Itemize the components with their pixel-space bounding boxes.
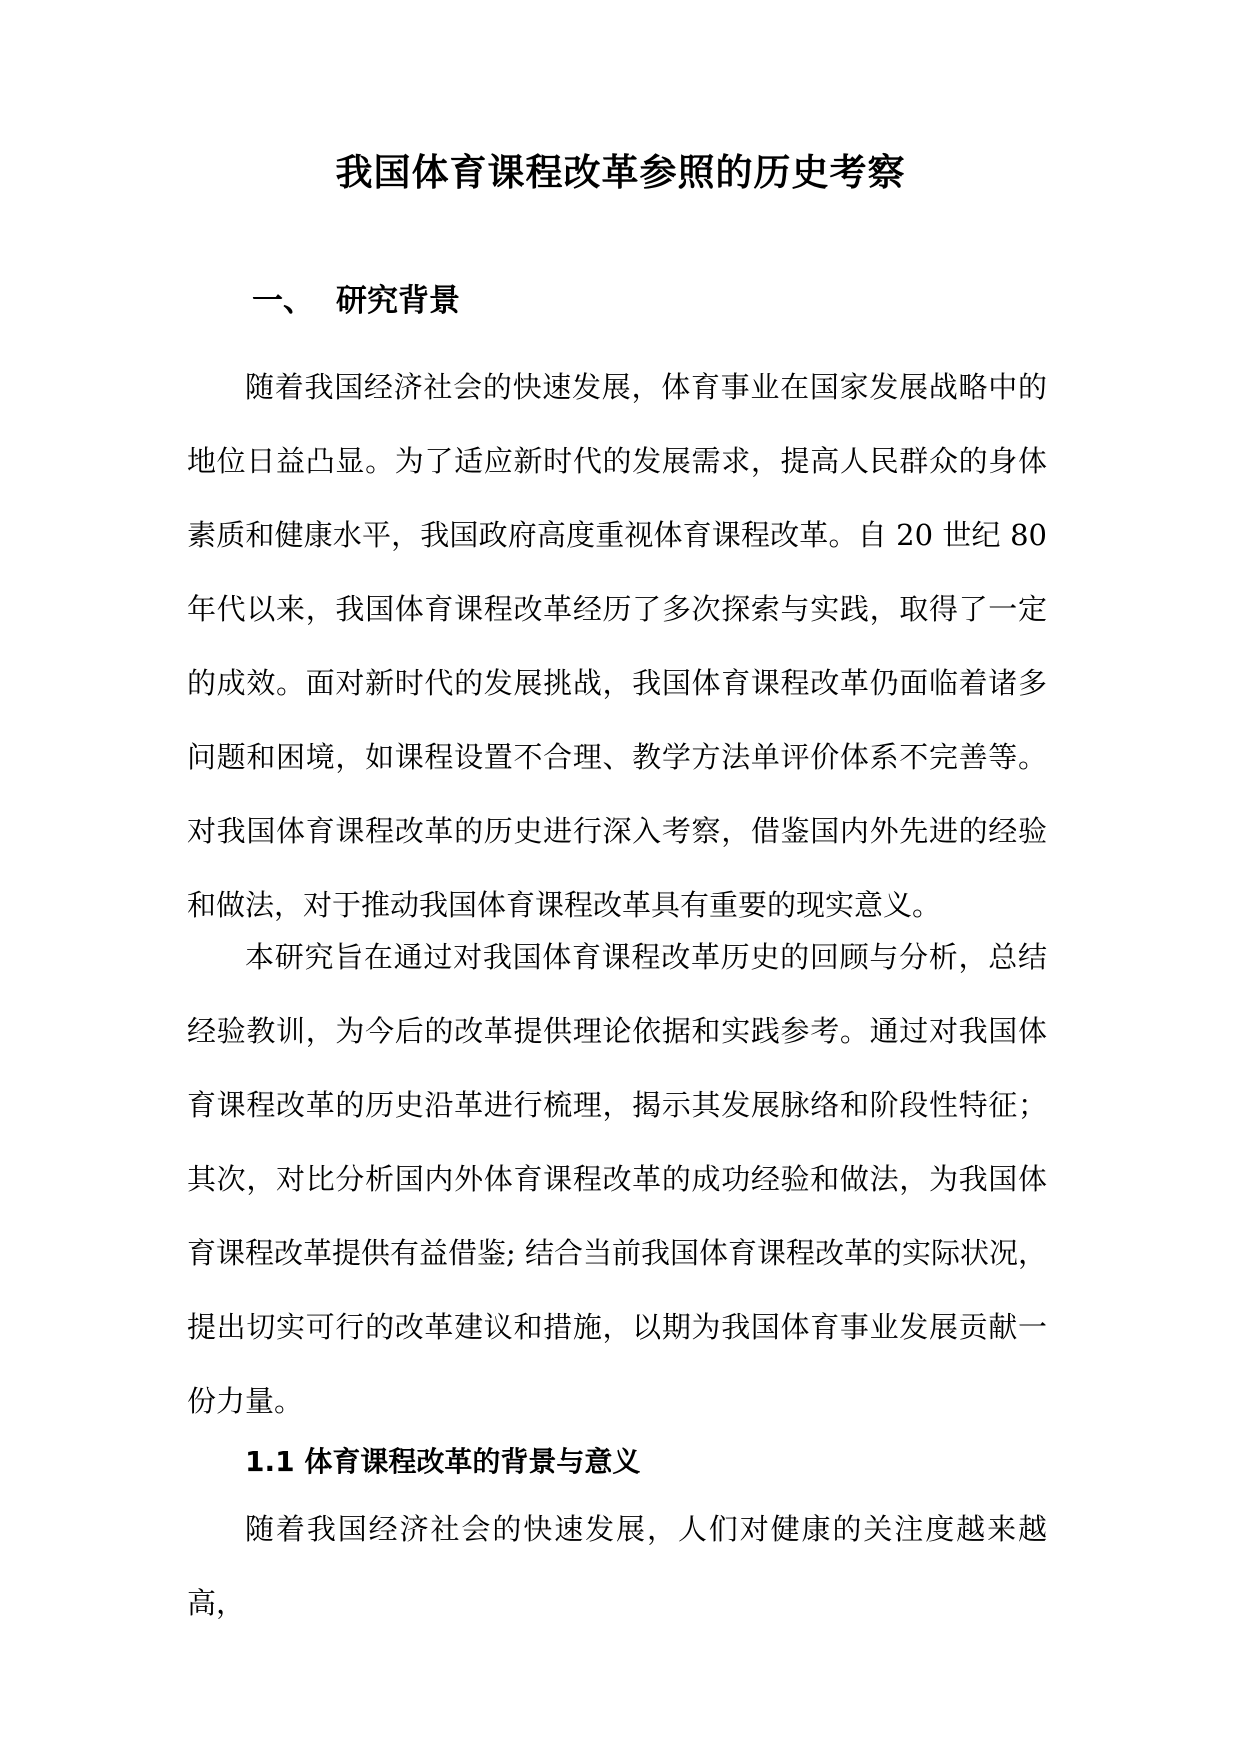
document-title: 我国体育课程改革参照的历史考察: [335, 151, 906, 194]
section-heading-text: 研究背景: [336, 283, 460, 319]
subsection-heading: 1.1 体育课程改革的背景与意义: [245, 1445, 641, 1478]
body-paragraph: 本研究旨在通过对我国体育课程改革历史的回顾与分析，总结经验教训，为今后的改革提供理论依据和实践参考。通过对我国体育课程改革的历史沿革进行梳理，揭示其发展脉络和阶段性特征；其次，对比分析国内外体育课程改革的成功经验和做法，为我国体育课程改革提供有益借鉴; 结合当前我国体育课程改革的实际状况，提出切实可行的改革建议和措施，以期为我国体育事业发展贡献一份力量。: [187, 940, 1047, 1418]
body-paragraph: 随着我国经济社会的快速发展，人们对健康的关注度越来越高，: [187, 1512, 1047, 1620]
section-heading: [252, 278, 460, 324]
body-paragraph: 随着我国经济社会的快速发展，体育事业在国家发展战略中的地位日益凸显。为了适应新时代的发展需求，提高人民群众的身体素质和健康水平，我国政府高度重视体育课程改革。自 20 世纪 80 年代以来，我国体育课程改革经历了多次探索与实践，取得了一定的成效。面对新时代的发展挑战，我国体育课程改革仍面临着诸多问题和困境，如课程设置不合理、教学方法单评价体系不完善等。对我国体育课程改革的历史进行深入考察，借鉴国内外先进的经验和做法，对于推动我国体育课程改革具有重要的现实意义。: [187, 370, 1047, 922]
section-number: 一、: [252, 283, 314, 319]
